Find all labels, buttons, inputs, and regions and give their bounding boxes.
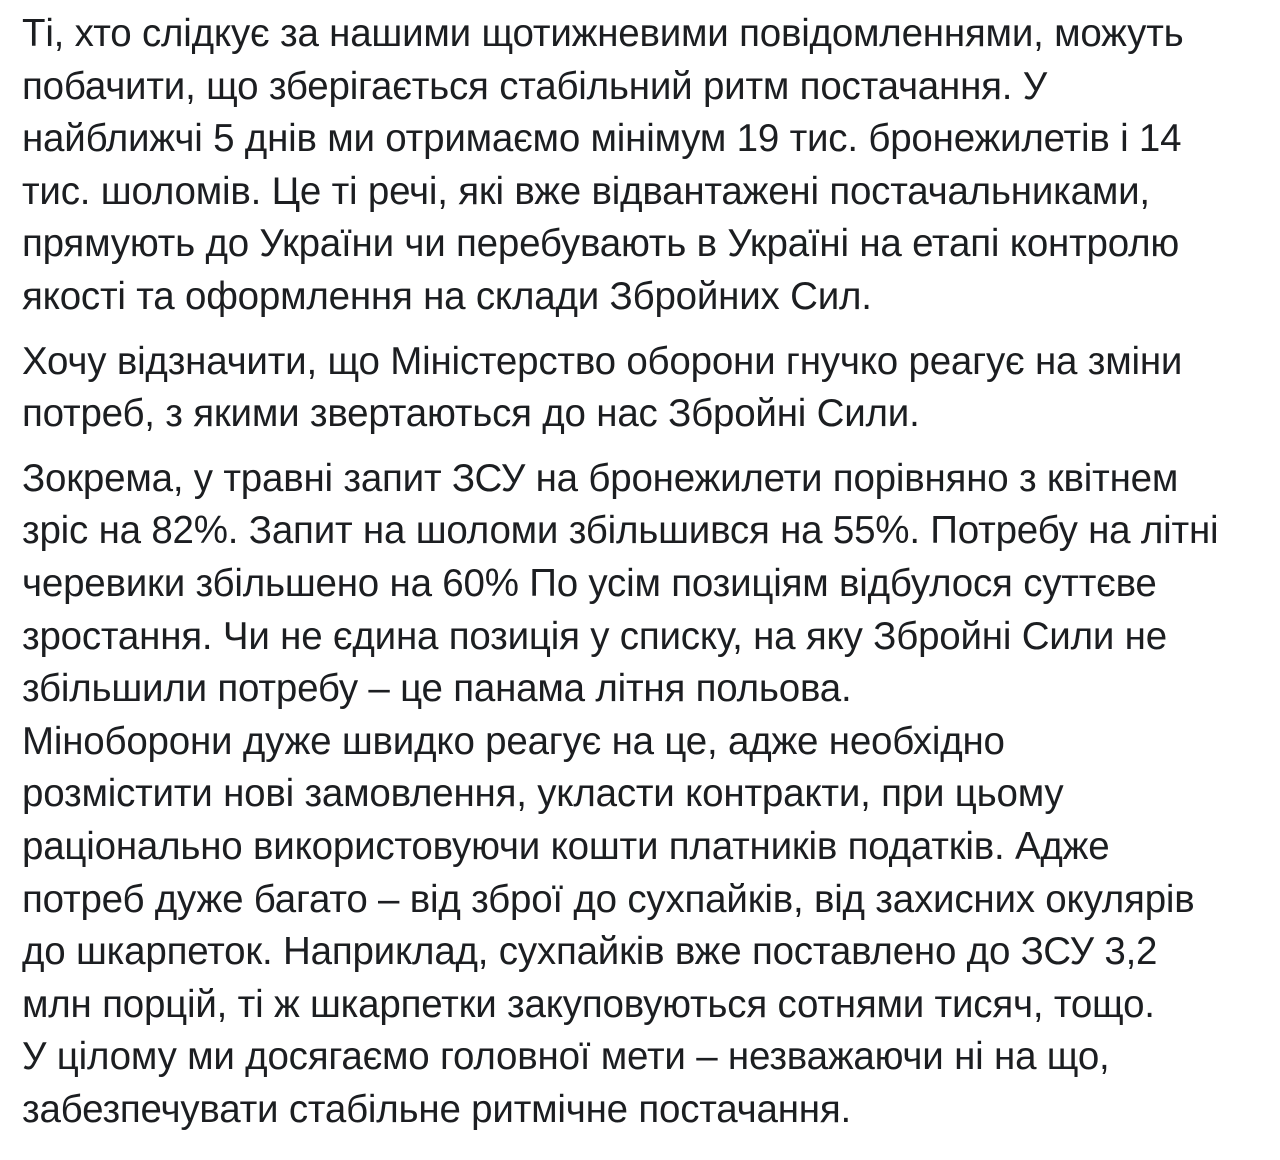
text-line: потреб дуже багато – від зброї до сухпайків, від захисних окулярів (22, 877, 1195, 921)
text-line: найближчі 5 днів ми отримаємо мінімум 19 тис. бронежилетів і 14 (22, 117, 1182, 161)
text-line: млн порцій, ті ж шкарпетки закуповуються сотнями тисяч, тощо. (22, 982, 1155, 1026)
text-line: У цілому ми досягаємо головної мети – незважаючи ні на що, (22, 1035, 1110, 1079)
text-line: прямують до України чи перебувають в Україні на етапі контролю (22, 222, 1180, 266)
paragraph-ministry-response (22, 336, 1262, 441)
text-line: тис. шоломів. Це ті речі, які вже відвантажені постачальниками, (22, 169, 1150, 213)
text-line: збільшили потребу – це панама літня польова. (22, 667, 852, 711)
text-line: якості та оформлення на склади Збройних Сил. (22, 274, 872, 318)
text-line: раціонально використовуючи кошти платників податків. Адже (22, 824, 1110, 868)
text-line: Міноборони дуже швидко реагує на це, адже необхідно (22, 719, 1005, 763)
text-line: зростання. Чи не єдина позиція у списку, на яку Збройні Сили не (22, 614, 1167, 658)
text-line: Зокрема, у травні запит ЗСУ на бронежилети порівняно з квітнем (22, 456, 1179, 500)
text-line: черевики збільшено на 60% По усім позиціям відбулося суттєве (22, 561, 1157, 605)
text-line: до шкарпеток. Наприклад, сухпайків вже поставлено до ЗСУ 3,2 (22, 930, 1158, 974)
text-line: Хочу відзначити, що Міністерство оборони гнучко реагує на зміни (22, 339, 1183, 383)
text-line: Ті, хто слідкує за нашими щотижневими повідомленнями, можуть (22, 12, 1184, 55)
text-line: розмістити нові замовлення, укласти контракти, при цьому (22, 772, 1064, 816)
text-line: потреб, з якими звертаються до нас Збройні Сили. (22, 392, 920, 436)
paragraph-demand-growth (22, 453, 1262, 1137)
post-text-body (22, 0, 1262, 1136)
paragraph-supply-rhythm (22, 8, 1262, 324)
text-line: зріс на 82%. Запит на шоломи збільшився на 55%. Потребу на літні (22, 509, 1219, 553)
text-line: побачити, що зберігається стабільний ритм постачання. У (22, 64, 1048, 108)
text-line: забезпечувати стабільне ритмічне постачання. (22, 1087, 851, 1131)
